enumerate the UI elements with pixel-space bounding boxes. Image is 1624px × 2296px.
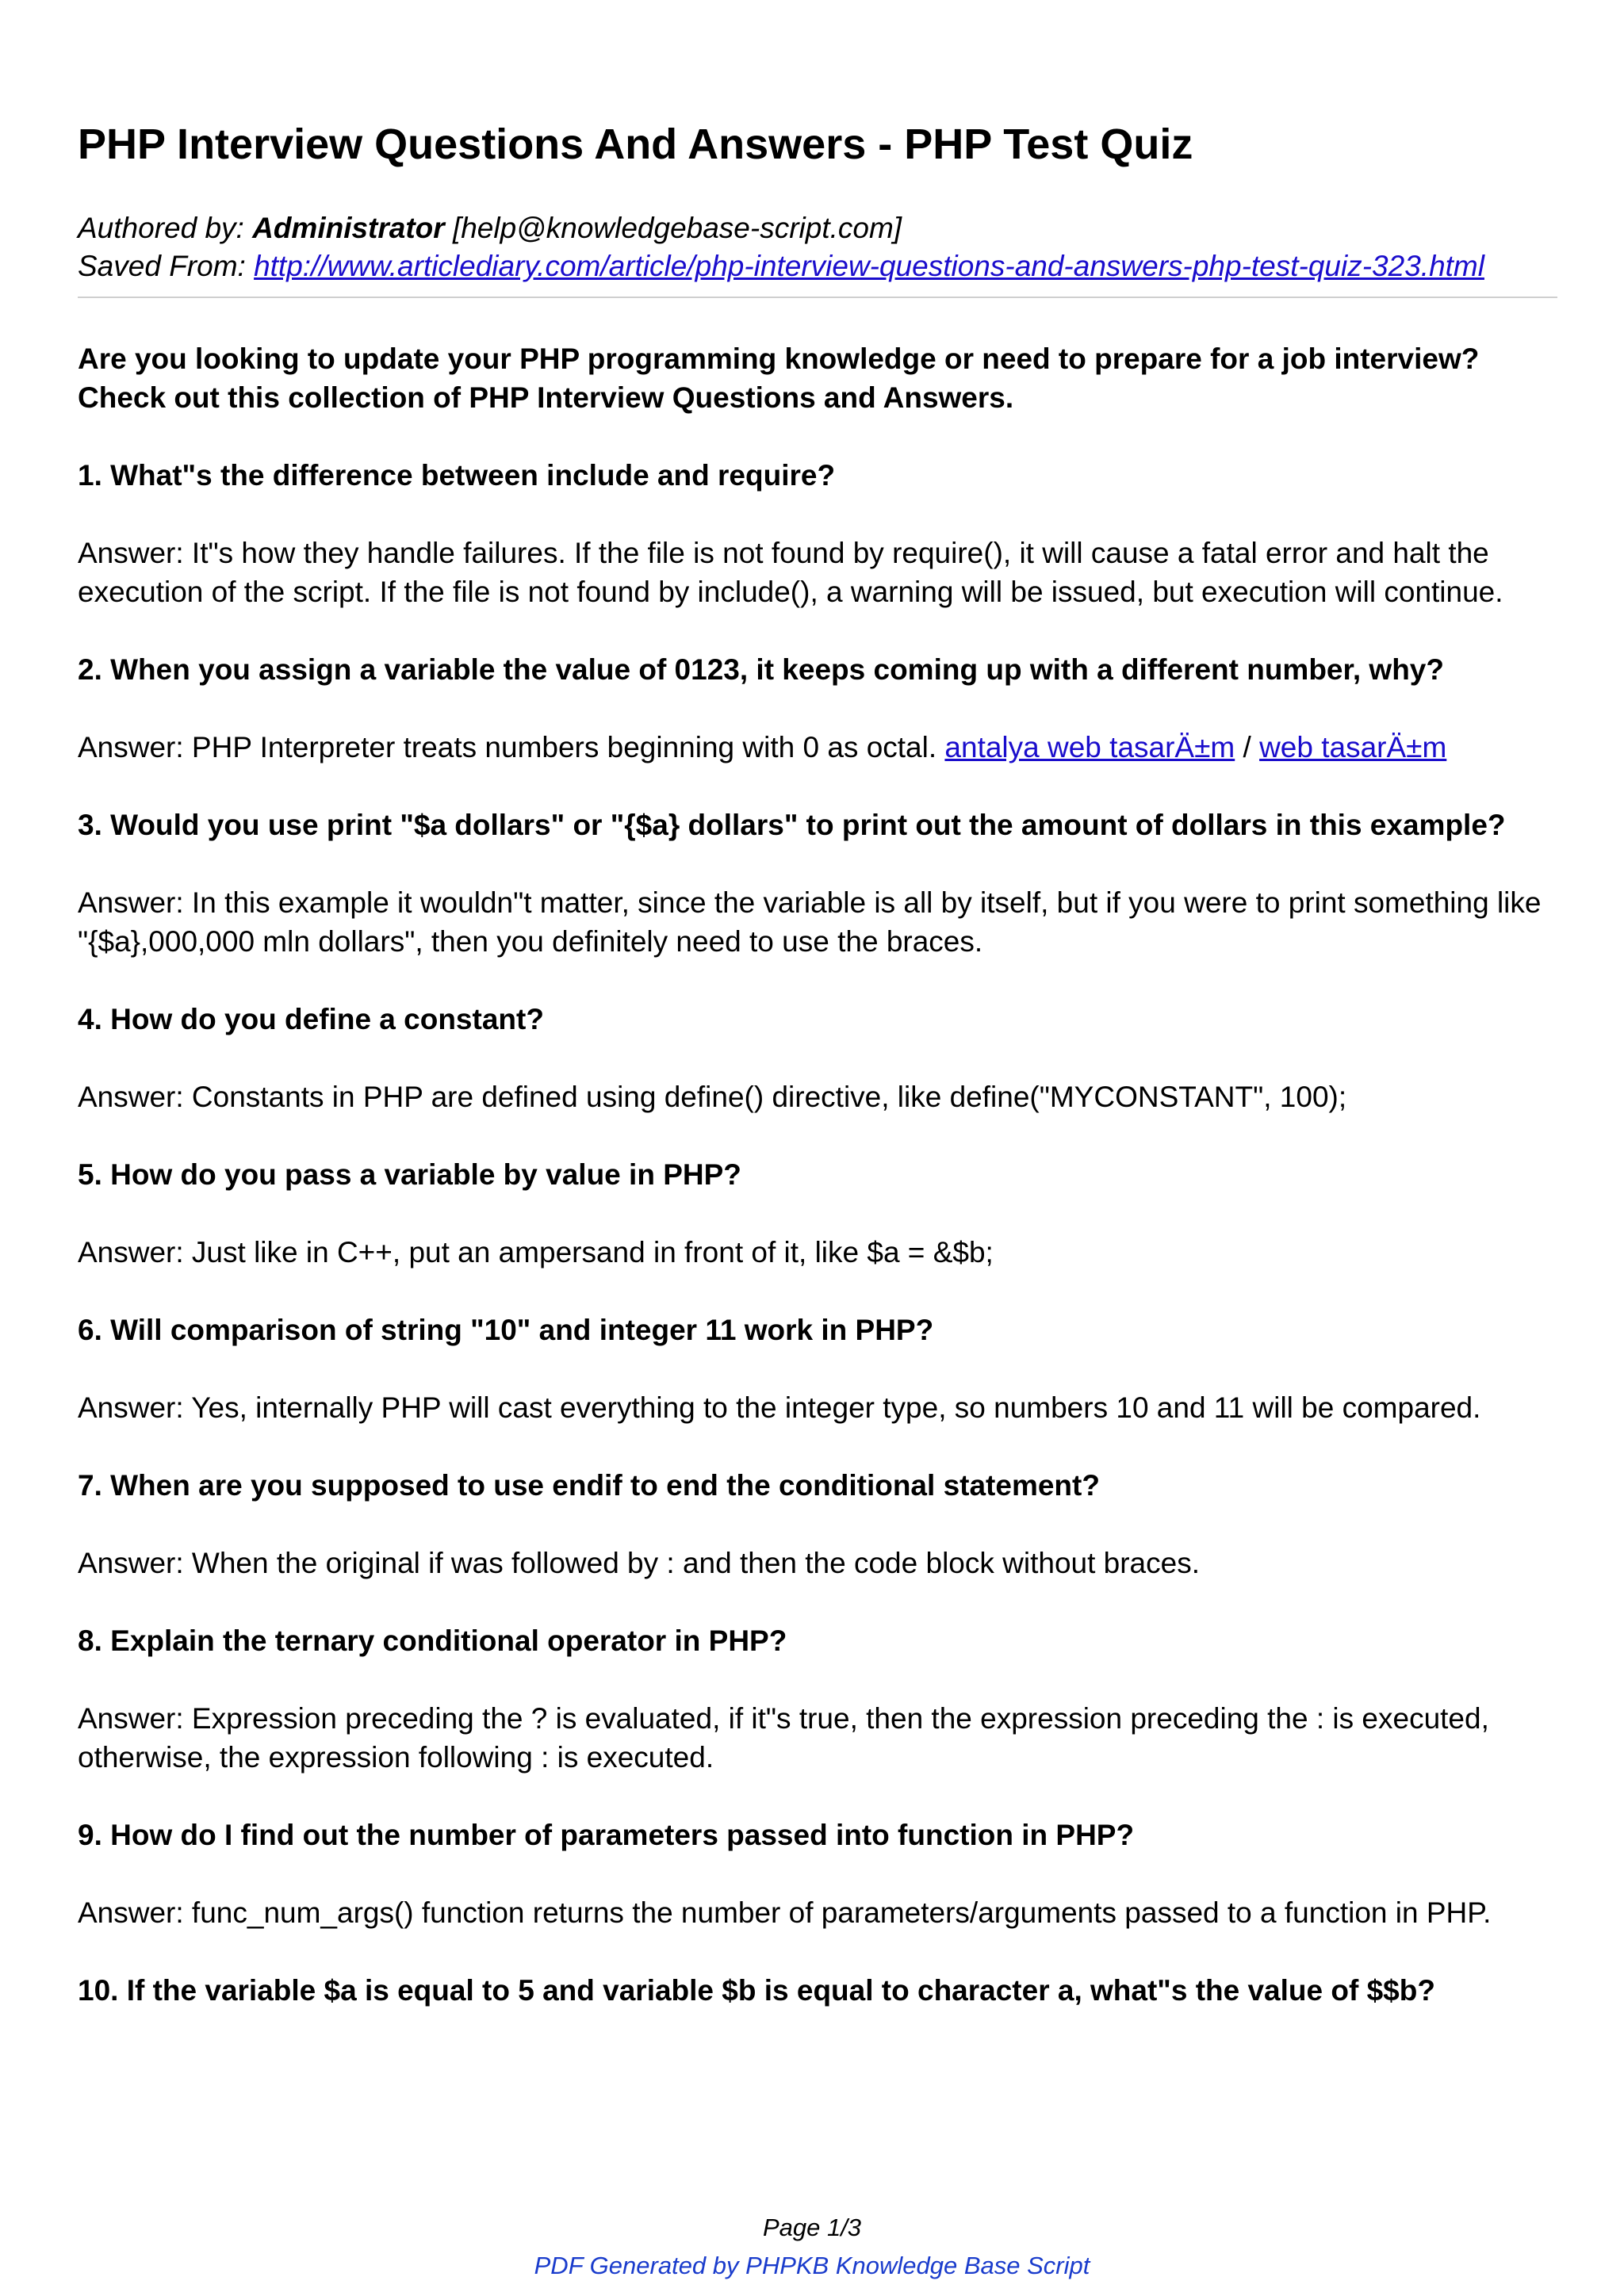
question-7: 7. When are you supposed to use endif to end the conditional statement? xyxy=(78,1469,1100,1502)
document-body xyxy=(78,339,1557,2010)
answer-8: Answer: Expression preceding the ? is evaluated, if it"s true, then the expression preceding the : is executed, otherwise, the expression following : is executed. xyxy=(78,1702,1489,1774)
answer-6: Answer: Yes, internally PHP will cast everything to the integer type, so numbers 10 and 11 will be compared. xyxy=(78,1391,1481,1424)
answer-2-text: Answer: PHP Interpreter treats numbers beginning with 0 as octal. xyxy=(78,731,937,763)
question-6: 6. Will comparison of string "10" and integer 11 work in PHP? xyxy=(78,1314,934,1346)
document-title: PHP Interview Questions And Answers - PHP Test Quiz xyxy=(78,121,1193,168)
authored-label: Authored by: xyxy=(78,212,244,244)
author-email: [help@knowledgebase-script.com] xyxy=(452,212,902,244)
answer-4: Answer: Constants in PHP are defined using define() directive, like define("MYCONSTANT", 100); xyxy=(78,1081,1347,1113)
question-3: 3. Would you use print "$a dollars" or "{$a} dollars" to print out the amount of dollars in this example? xyxy=(78,809,1506,841)
authored-by-line xyxy=(78,209,1557,247)
question-5: 5. How do you pass a variable by value in PHP? xyxy=(78,1158,741,1191)
question-8: 8. Explain the ternary conditional operator in PHP? xyxy=(78,1624,787,1657)
web-tasarim-link[interactable]: web tasarÄ±m xyxy=(1259,731,1447,763)
document-meta xyxy=(78,209,1557,285)
answer-9: Answer: func_num_args() function returns the number of parameters/arguments passed to a function in PHP. xyxy=(78,1896,1492,1929)
answer-5: Answer: Just like in C++, put an ampersand in front of it, like $a = &$b; xyxy=(78,1236,994,1269)
answer-2 xyxy=(78,728,1557,767)
link-separator: / xyxy=(1243,731,1251,763)
generated-by-footer: PDF Generated by PHPKB Knowledge Base Script xyxy=(534,2252,1090,2279)
answer-7: Answer: When the original if was followed by : and then the code block without braces. xyxy=(78,1547,1200,1579)
page-number: Page 1/3 xyxy=(762,2214,862,2241)
answer-3: Answer: In this example it wouldn"t matter, since the variable is all by itself, but if you were to print something like "{$a},000,000 mln dollars", then you definitely need to use the braces. xyxy=(78,886,1542,958)
question-9: 9. How do I find out the number of parameters passed into function in PHP? xyxy=(78,1819,1135,1851)
saved-from-link[interactable]: http://www.articlediary.com/article/php-interview-questions-and-answers-php-test-quiz-323.html xyxy=(254,250,1484,282)
intro-paragraph: Are you looking to update your PHP programming knowledge or need to prepare for a job interview? Check out this collection of PHP Interview Questions and Answers. xyxy=(78,342,1480,414)
question-2: 2. When you assign a variable the value of 0123, it keeps coming up with a different number, why? xyxy=(78,653,1444,686)
author-name: Administrator xyxy=(252,212,445,244)
question-1: 1. What"s the difference between include and require? xyxy=(78,459,836,492)
question-10: 10. If the variable $a is equal to 5 and variable $b is equal to character a, what"s the value of $$b? xyxy=(78,1974,1435,2007)
saved-from-line xyxy=(78,247,1557,285)
header-divider xyxy=(78,297,1557,298)
saved-label: Saved From: xyxy=(78,250,246,282)
antalya-web-link[interactable]: antalya web tasarÄ±m xyxy=(944,731,1235,763)
answer-1: Answer: It"s how they handle failures. If the file is not found by require(), it will cause a fatal error and halt the execution of the script. If the file is not found by include(), a warning will be issued, but execution will continue. xyxy=(78,537,1503,608)
document-page xyxy=(78,111,1557,2049)
question-4: 4. How do you define a constant? xyxy=(78,1003,544,1035)
